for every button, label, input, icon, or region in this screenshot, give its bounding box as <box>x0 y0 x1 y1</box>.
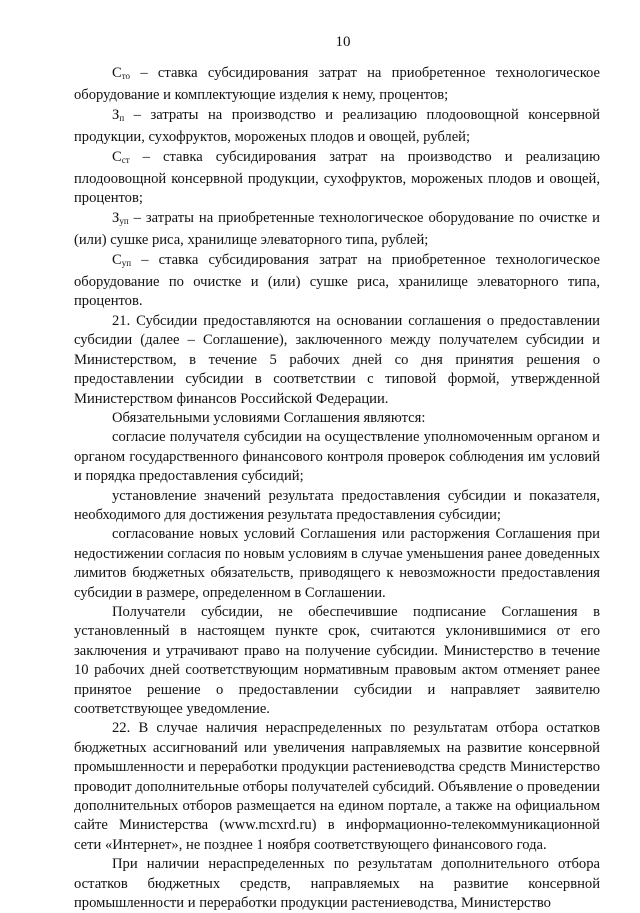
definition-cst: $С_{ст}$ – ставка субсидирования затрат на производство и реализацию плодоовощной консервной продукции, сухофруктов, мороженых плодов и овощей, процентов; <box>74 148 600 207</box>
definition-cto: $С_{то}$ – ставка субсидирования затрат на приобретенное технологическое оборудование и комплектующие изделия к нему, процентов; <box>74 65 600 104</box>
condition-new-terms: согласование новых условий Соглашения или расторжения Соглашения при недостижении согласия по новым условиям в случае уменьшения ранее доведенных лимитов бюджетных обязательств, приводящего к невозможности предоставления субсидии в размере, определенном в Соглашении. <box>74 526 600 601</box>
clause-21-evasion: Получатели субсидии, не обеспечившие подписание Соглашения в установленный в настоящем пункте срок, считаются уклонившимися от его заключения и утрачивают право на получение субсидии. Министерство в течение 10 рабочих дней соответствующим нормативным правовым актом отменяет ранее принятое решение о предоставлении субсидии и направляет заявителю соответствующее уведомление. <box>74 603 600 717</box>
definition-zup: $З_{уп}$ – затраты на приобретенные технологическое оборудование по очистке и (или) сушке риса, хранилище элеваторного типа, рублей; <box>74 209 600 249</box>
condition-consent: согласие получателя субсидии на осуществление уполномоченным органом и органом государственного финансового контроля проверок соблюдения им условий и порядка предоставления субсидий; <box>74 429 600 485</box>
clause-22: 22. В случае наличия нераспределенных по результатам отбора остатков бюджетных ассигнований или увеличения направляемых на развитие консервной промышленности и переработки продукции растениеводства средств Министерство проводит дополнительные отборы получателей субсидий. Объявление о проведении дополнительных отборов размещается на едином портале, а также на официальном сайте Министерства (www.mcxrd.ru) в информационно-телекоммуникационной сети «Интернет», не позднее 1 ноября соответствующего финансового года. <box>74 720 600 853</box>
document-body <box>74 64 600 913</box>
condition-results: установление значений результата предоставления субсидии и показателя, необходимого для достижения результата предоставления субсидии; <box>74 487 600 523</box>
definition-cup: $С_{уп}$ – ставка субсидирования затрат на приобретенное технологическое оборудование по очистке и (или) сушке риса, хранилище элеваторного типа, процентов. <box>74 251 600 310</box>
clause-21: 21. Субсидии предоставляются на основании соглашения о предоставлении субсидии (далее – Соглашение), заключенного между получателем субсидии и Министерством, в течение 5 рабочих дней со дня принятия решения о предоставлении субсидии в соответствии с типовой формой, утвержденной Министерством финансов Российской Федерации. <box>74 312 600 407</box>
definition-zp: $З_п$ – затраты на производство и реализацию плодоовощной консервной продукции, сухофруктов, мороженых плодов и овощей, рублей; <box>74 106 600 146</box>
page-number: 10 <box>335 34 351 50</box>
conditions-heading: Обязательными условиями Соглашения являются: <box>112 409 426 426</box>
clause-22-continued: При наличии нераспределенных по результатам дополнительного отбора остатков бюджетных средств, направляемых на развитие консервной промышленности и переработки продукции растениеводства, Министерство <box>74 856 600 912</box>
